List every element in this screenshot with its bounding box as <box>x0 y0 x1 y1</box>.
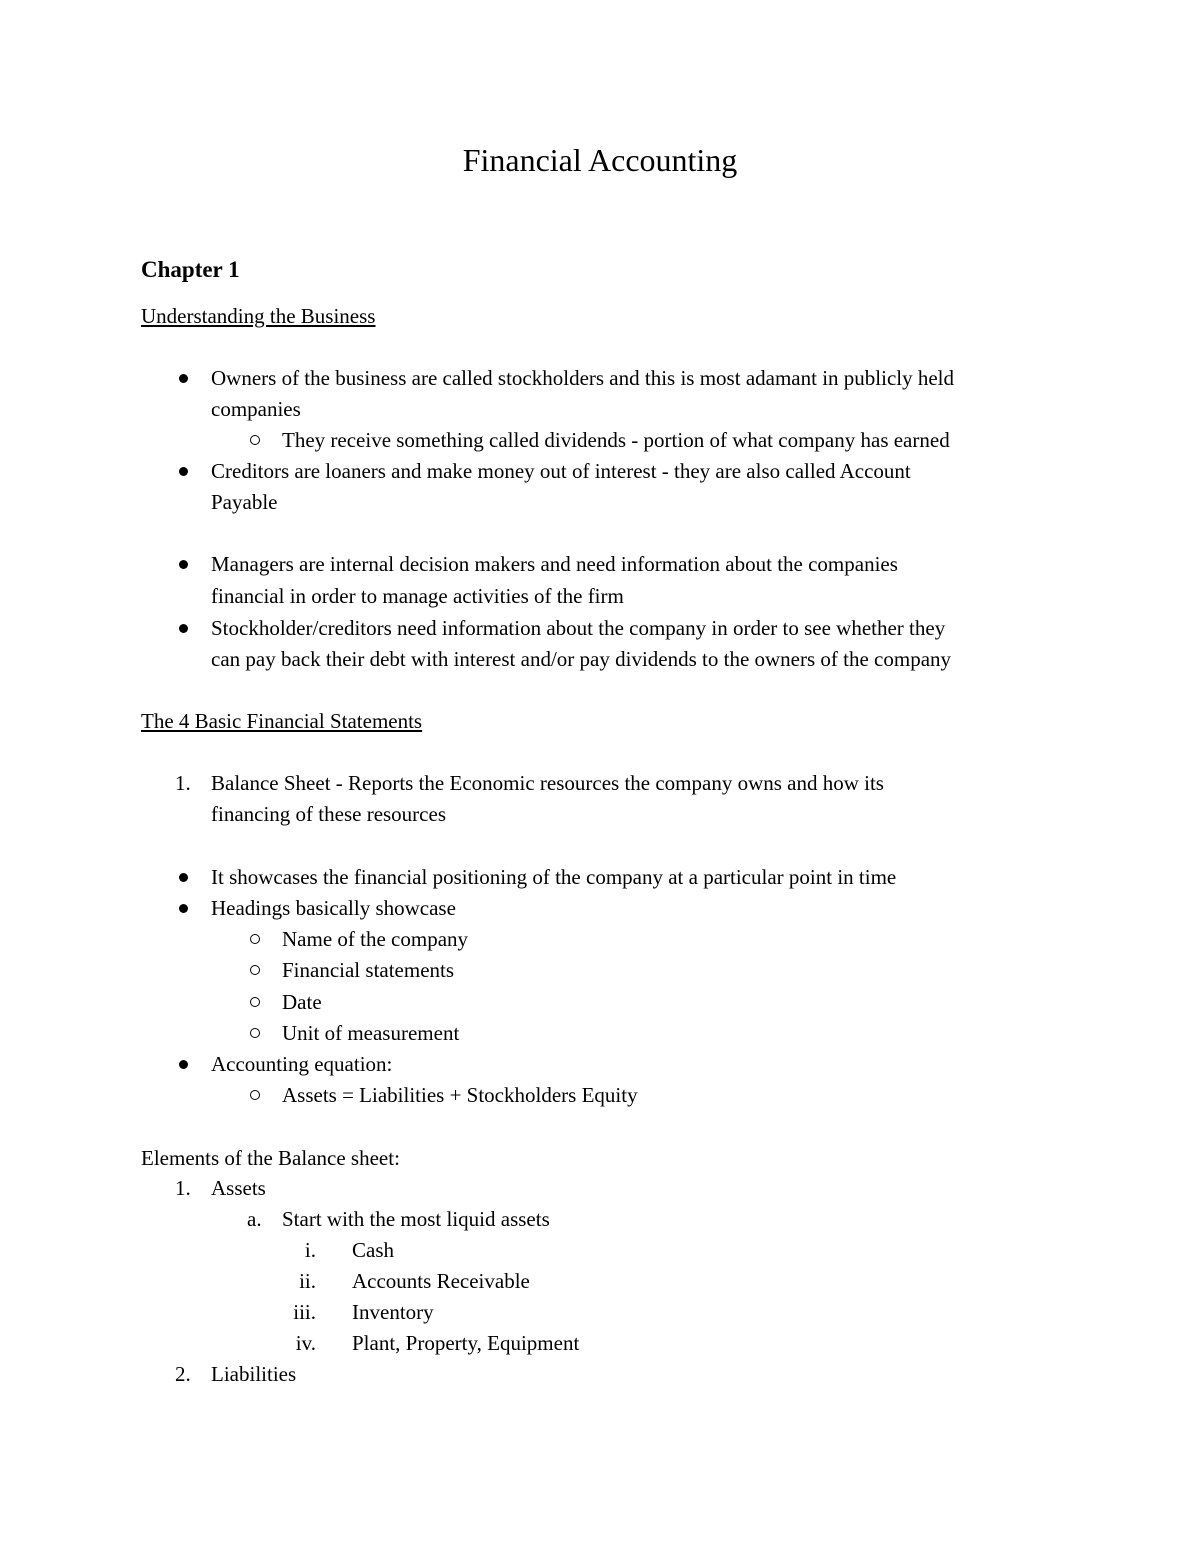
list-item-text: Stockholder/creditors need information about the company in order to see whether they <box>211 616 946 640</box>
list-item-text: Accounts Receivable <box>352 1269 530 1293</box>
bullet-ring-icon <box>250 1028 260 1038</box>
list-item-text: Managers are internal decision makers and need information about the companies <box>211 552 898 576</box>
list-item-text: Financial statements <box>282 958 455 982</box>
bullet-dot-icon <box>179 467 188 476</box>
bullet-dot-icon <box>179 1060 188 1069</box>
list-number: 1. <box>175 1176 191 1200</box>
list-item-text: Name of the company <box>282 927 469 951</box>
bullet-ring-icon <box>250 1090 260 1100</box>
list-item-text: financing of these resources <box>211 802 446 826</box>
list-item-text: Owners of the business are called stockholders and this is most adamant in publicly held <box>211 366 955 390</box>
bullet-ring-icon <box>250 435 260 445</box>
list-item-text: can pay back their debt with interest and/or pay dividends to the owners of the company <box>211 647 952 671</box>
list-item-text: It showcases the financial positioning of the company at a particular point in time <box>211 865 897 889</box>
list-item-text: financial in order to manage activities of the firm <box>211 584 624 608</box>
bullet-ring-icon <box>250 965 260 975</box>
list-roman: iii. <box>293 1300 316 1324</box>
list-item-text: Accounting equation: <box>211 1052 393 1076</box>
list-item-text: Liabilities <box>211 1362 297 1386</box>
bullet-dot-icon <box>179 374 188 383</box>
bullet-dot-icon <box>179 560 188 569</box>
section-heading-elements: Elements of the Balance sheet: <box>141 1146 400 1170</box>
list-number: 1. <box>175 771 191 795</box>
list-item-text: Start with the most liquid assets <box>282 1207 550 1231</box>
list-letter: a. <box>247 1207 262 1231</box>
list-item-text: Assets <box>211 1176 266 1200</box>
list-item-text: Unit of measurement <box>282 1021 460 1045</box>
list-item-text: Cash <box>352 1238 394 1262</box>
list-roman: iv. <box>295 1331 316 1355</box>
bullet-ring-icon <box>250 934 260 944</box>
list-item-text: Plant, Property, Equipment <box>352 1331 580 1355</box>
list-item-text: Inventory <box>352 1300 434 1324</box>
list-roman: i. <box>304 1238 316 1262</box>
section-heading-understanding-business: Understanding the Business <box>141 304 376 328</box>
chapter-heading: Chapter 1 <box>141 257 240 282</box>
list-roman: ii. <box>299 1269 316 1293</box>
list-number: 2. <box>175 1362 191 1386</box>
list-item-text: Creditors are loaners and make money out of interest - they are also called Account <box>211 459 911 483</box>
list-item-text: Headings basically showcase <box>211 896 456 920</box>
section-heading-basic-statements: The 4 Basic Financial Statements <box>141 709 423 733</box>
bullet-ring-icon <box>250 997 260 1007</box>
bullet-dot-icon <box>179 873 188 882</box>
document-title: Financial Accounting <box>462 142 738 178</box>
list-item-text: Payable <box>211 490 278 514</box>
list-item-text: Date <box>282 990 322 1014</box>
list-item-text: companies <box>211 397 301 421</box>
list-item-text: Balance Sheet - Reports the Economic resources the company owns and how its <box>211 771 884 795</box>
list-item-text: Assets = Liabilities + Stockholders Equity <box>282 1083 638 1107</box>
bullet-dot-icon <box>179 904 188 913</box>
list-item-text: They receive something called dividends - portion of what company has earned <box>282 428 950 452</box>
bullet-dot-icon <box>179 624 188 633</box>
